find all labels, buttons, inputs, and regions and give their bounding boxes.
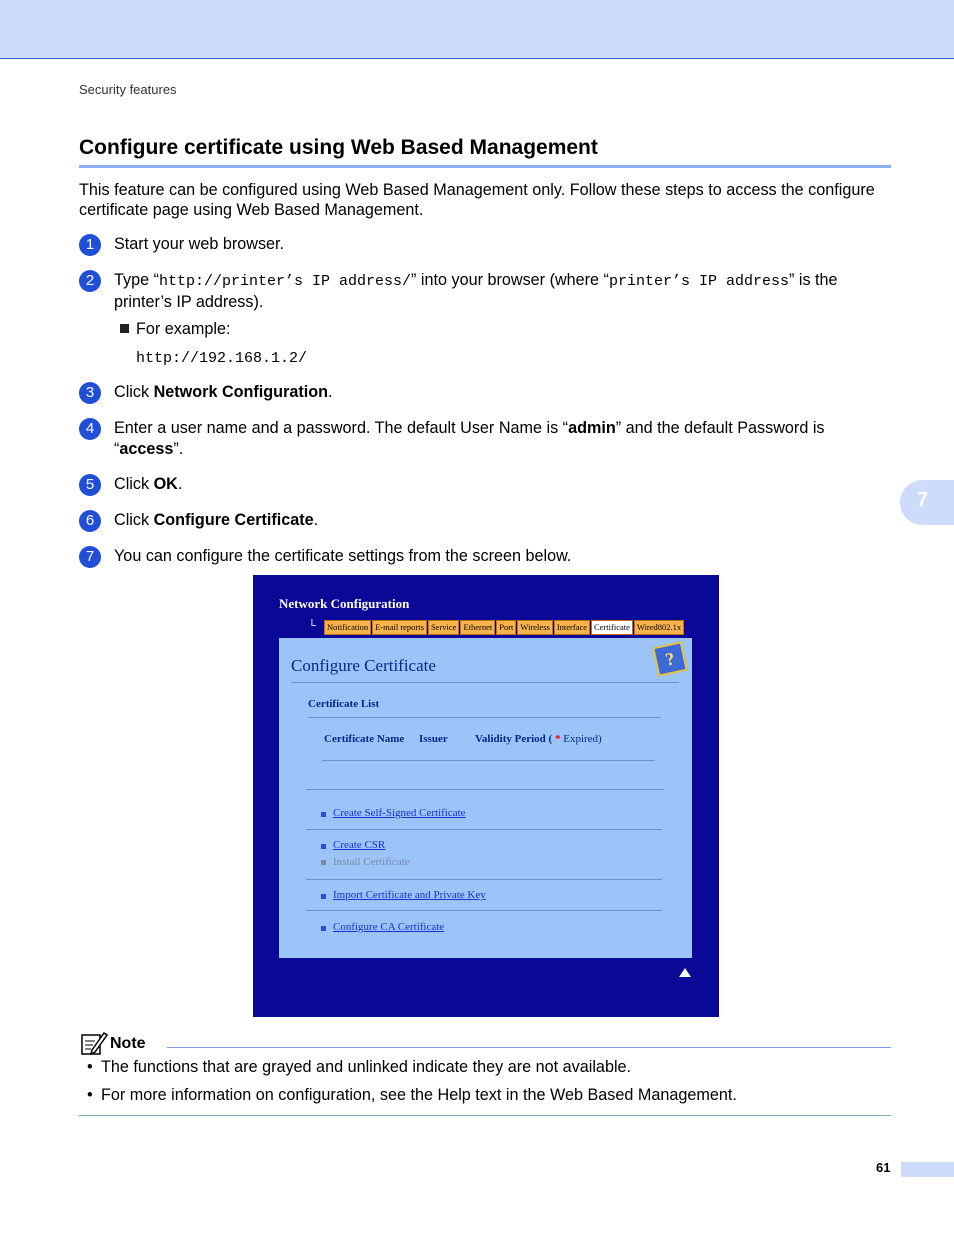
note-divider (167, 1047, 891, 1048)
step-text: Start your web browser. (114, 235, 285, 253)
header-band (0, 0, 954, 59)
section-heading: Configure certificate using Web Based Management (79, 136, 891, 168)
column-validity-period: Validity Period ( * Expired) (475, 733, 602, 745)
divider (308, 717, 661, 718)
note-label: Note (110, 1035, 146, 1052)
divider (306, 829, 662, 830)
page-number: 61 (876, 1160, 891, 1175)
step-number-6: 6 (79, 510, 101, 532)
tab-service[interactable]: Service (428, 620, 460, 635)
step-text: Type “http://printer’s IP address/” into your browser (where “printer’s IP address” is the printer’s IP address). (114, 271, 838, 311)
step-text: Click Configure Certificate. (114, 511, 319, 529)
intro-paragraph: This feature can be configured using Web Based Management only. Follow these steps to access the configure certificate page using Web Based Management. (79, 181, 875, 219)
configure-certificate-panel (279, 638, 692, 958)
divider (306, 789, 664, 790)
divider (322, 760, 655, 761)
step-text: Click OK. (114, 475, 183, 493)
step-number-5: 5 (79, 474, 101, 496)
help-icon[interactable]: ? (652, 641, 688, 677)
create-csr-link[interactable]: Create CSR (333, 839, 386, 851)
tree-icon: └ (308, 620, 316, 632)
column-certificate-name: Certificate Name (324, 733, 405, 745)
step-number-3: 3 (79, 382, 101, 404)
divider (306, 910, 662, 911)
page-number-bar (901, 1162, 954, 1177)
configure-ca-link[interactable]: Configure CA Certificate (333, 921, 445, 933)
install-certificate-disabled: Install Certificate (333, 856, 410, 868)
column-issuer: Issuer (419, 733, 448, 745)
tab-certificate[interactable]: Certificate (591, 620, 633, 635)
scroll-up-icon[interactable] (679, 968, 691, 977)
tab-ethernet[interactable]: Ethernet (460, 620, 495, 635)
import-certificate-link[interactable]: Import Certificate and Private Key (333, 889, 486, 901)
step-number-4: 4 (79, 418, 101, 440)
certificate-list-title: Certificate List (308, 698, 380, 710)
screen-title: Network Configuration (279, 596, 410, 611)
tab-wireless[interactable]: Wireless (517, 620, 552, 635)
example-url: http://192.168.1.2/ (136, 350, 308, 367)
step-text: Click Network Configuration. (114, 383, 333, 401)
network-configuration-screenshot (253, 575, 719, 1017)
running-header: Security features (79, 82, 177, 97)
note-pencil-icon (80, 1030, 108, 1056)
note-bottom-rule (79, 1115, 891, 1116)
step-text: Enter a user name and a password. The default User Name is “admin” and the default Password is “access”. (114, 419, 825, 458)
tab-port[interactable]: Port (496, 620, 516, 635)
divider (291, 682, 679, 683)
tab-interface[interactable]: Interface (554, 620, 590, 635)
bullet-icon (321, 812, 326, 817)
bullet-icon (321, 844, 326, 849)
panel-title: Configure Certificate (291, 656, 436, 675)
step-text: You can configure the certificate settings from the screen below. (114, 547, 572, 565)
chapter-tab: 7 (900, 480, 954, 525)
tab-wired8021x[interactable]: Wired802.1x (634, 620, 684, 635)
bullet-icon (321, 860, 326, 865)
bullet-icon (321, 894, 326, 899)
create-self-signed-link[interactable]: Create Self-Signed Certificate (333, 807, 466, 819)
step-number-1: 1 (79, 234, 101, 256)
tab-notification[interactable]: Notification (324, 620, 371, 635)
bullet-icon (321, 926, 326, 931)
tab-bar (308, 620, 685, 634)
step-number-2: 2 (79, 270, 101, 292)
tab-email-reports[interactable]: E-mail reports (372, 620, 427, 635)
example-bullet: For example: (120, 320, 230, 339)
step-number-7: 7 (79, 546, 101, 568)
square-bullet-icon (120, 324, 129, 333)
divider (306, 879, 662, 880)
